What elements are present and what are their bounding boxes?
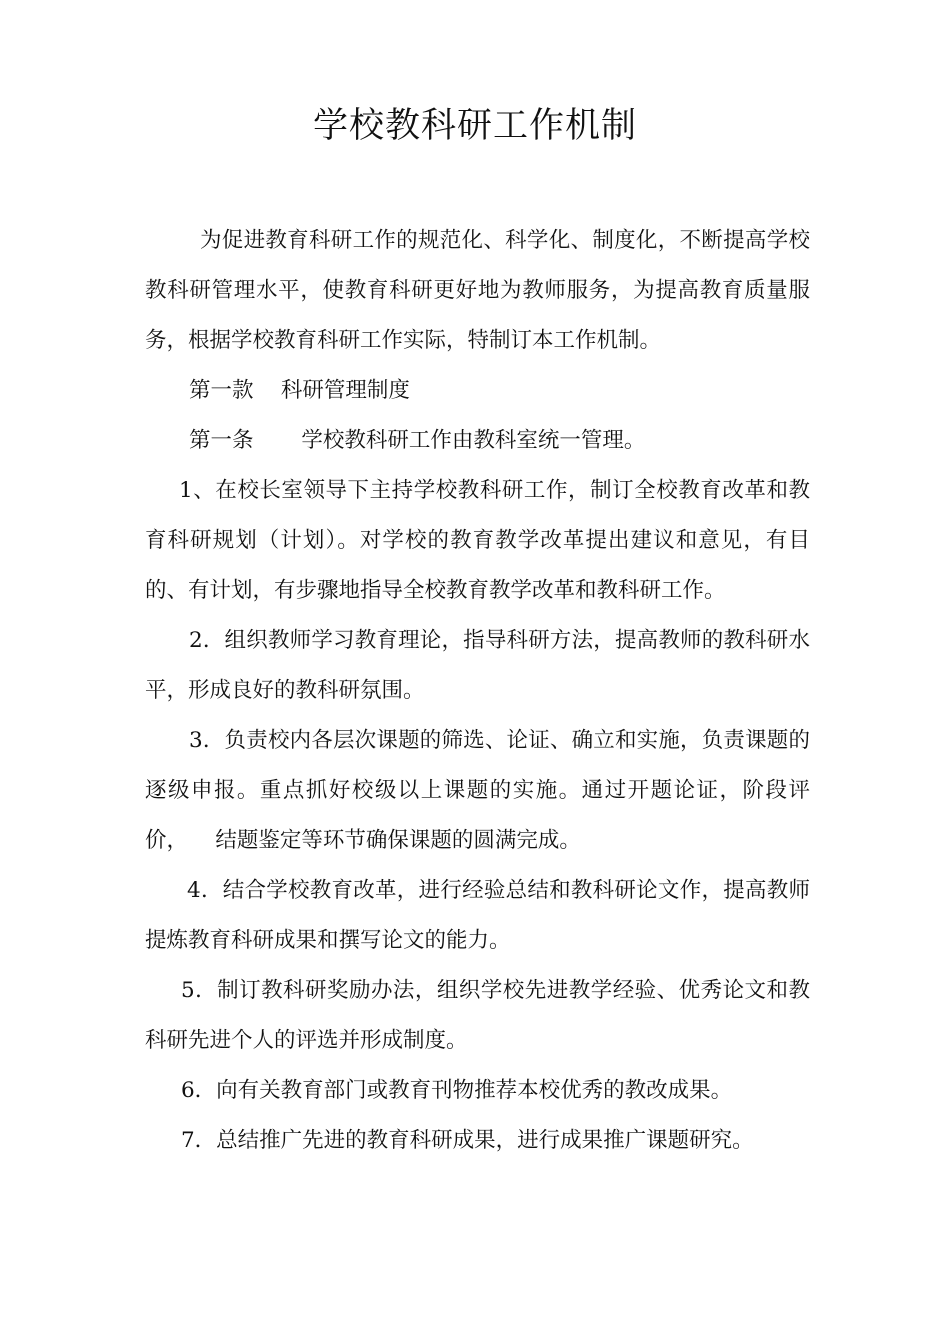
- document-title: 学校教科研工作机制: [312, 106, 637, 146]
- document-body: [145, 216, 810, 1166]
- list-item-5: 5．制订教科研奖励办法，组织学校先进教学经验、优秀论文和教科研先进个人的评选并形成制度。: [145, 978, 810, 1053]
- list-item-4: 4．结合学校教育改革，进行经验总结和教科研论文作，提高教师提炼教育科研成果和撰写论文的能力。: [145, 878, 810, 953]
- section-heading: 第一款 科研管理制度: [189, 378, 410, 403]
- list-item-3: 3．负责校内各层次课题的筛选、论证、确立和实施，负责课题的逐级申报。重点抓好校级以上课题的实施。通过开题论证，阶段评价， 结题鉴定等环节确保课题的圆满完成。: [145, 728, 810, 853]
- intro-paragraph: 为促进教育科研工作的规范化、科学化、制度化，不断提高学校教科研管理水平，使教育科研更好地为教师服务，为提高教育质量服务，根据学校教育科研工作实际，特制订本工作机制。: [145, 228, 810, 353]
- list-item-1: 1、在校长室领导下主持学校教科研工作，制订全校教育改革和教育科研规划（计划）。对学校的教育教学改革提出建议和意见，有目的、有计划，有步骤地指导全校教育教学改革和教科研工作。: [145, 478, 810, 603]
- article-heading: 第一条 学校教科研工作由教科室统一管理。: [189, 428, 646, 453]
- list-item-7: 7．总结推广先进的教育科研成果，进行成果推广课题研究。: [181, 1128, 754, 1153]
- list-item-6: 6．向有关教育部门或教育刊物推荐本校优秀的教改成果。: [181, 1078, 733, 1103]
- list-item-2: 2．组织教师学习教育理论，指导科研方法，提高教师的教科研水平，形成良好的教科研氛围。: [145, 628, 810, 703]
